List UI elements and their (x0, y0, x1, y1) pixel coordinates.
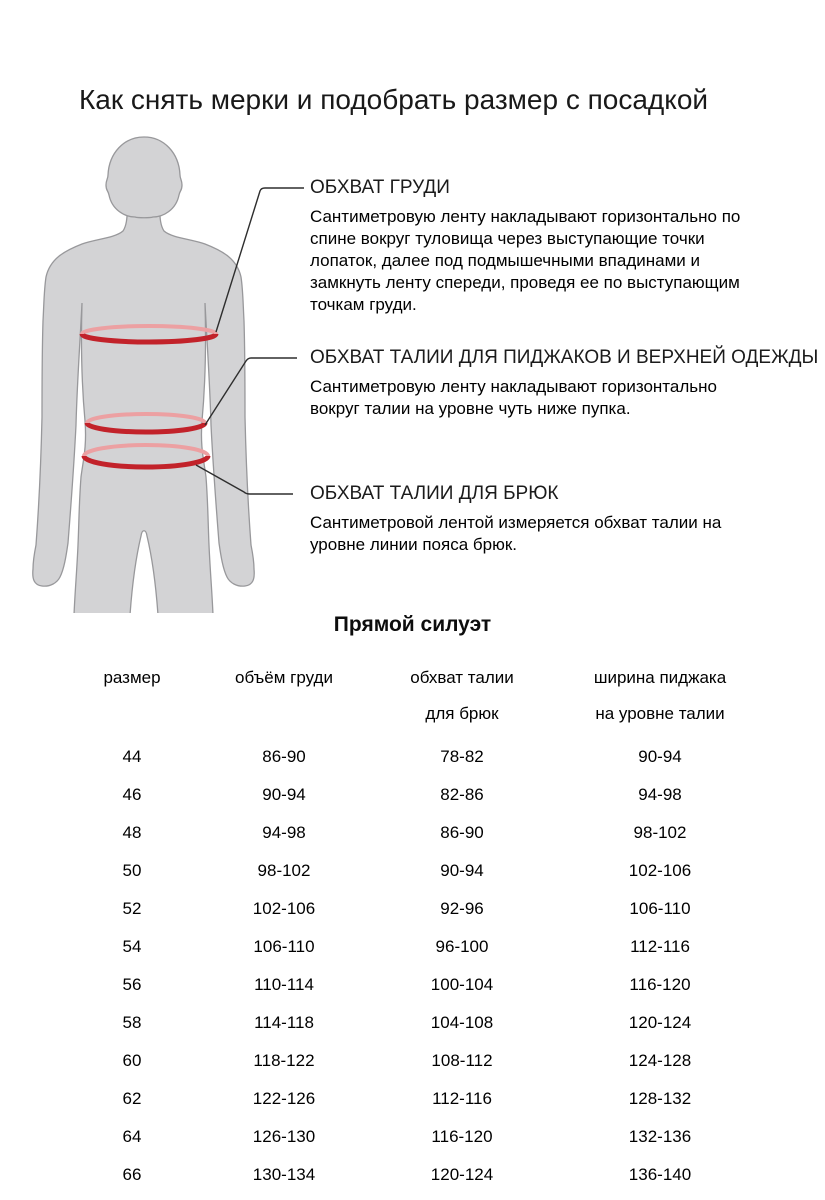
table-cell: 92-96 (440, 899, 484, 918)
table-cell: 86-90 (440, 823, 484, 842)
size-table-header-line1 (70, 660, 770, 696)
table-row (70, 1042, 770, 1080)
table-cell: 64 (122, 1127, 142, 1146)
callout-chest (310, 177, 762, 316)
size-table-title: Прямой силуэт (333, 613, 492, 636)
table-row (70, 852, 770, 890)
callout-label-chest: ОБХВАТ ГРУДИ (310, 177, 450, 198)
column-header: размер (103, 668, 161, 687)
table-cell: 96-100 (435, 937, 489, 956)
table-row (70, 890, 770, 928)
callout-waist-jacket (310, 347, 819, 420)
column-header (194, 696, 374, 732)
table-cell: 56 (122, 975, 142, 994)
table-cell: 136-140 (628, 1165, 692, 1184)
table-cell: 90-94 (638, 747, 682, 766)
head-silhouette (106, 137, 182, 218)
table-row (70, 776, 770, 814)
table-cell: 130-134 (252, 1165, 316, 1184)
table-cell: 44 (122, 747, 142, 766)
table-cell: 122-126 (252, 1089, 316, 1108)
table-cell: 106-110 (629, 899, 691, 918)
table-cell: 108-112 (431, 1051, 493, 1070)
table-cell: 98-102 (633, 823, 687, 842)
table-cell: 86-90 (262, 747, 306, 766)
table-cell: 82-86 (440, 785, 484, 804)
callout-waist-trousers (310, 483, 778, 556)
table-cell: 90-94 (440, 861, 484, 880)
table-cell: 98-102 (257, 861, 311, 880)
page-title: Как снять мерки и подобрать размер с посадкой (79, 84, 709, 115)
size-table-header-line2 (70, 696, 770, 732)
column-header: объём груди (235, 668, 333, 687)
table-cell: 46 (122, 785, 142, 804)
table-cell: 110-114 (254, 975, 314, 994)
table-cell: 54 (122, 937, 142, 956)
table-cell: 106-110 (253, 937, 315, 956)
body-silhouette (33, 201, 254, 613)
callout-label-waist-trousers: ОБХВАТ ТАЛИИ ДЛЯ БРЮК (310, 483, 559, 504)
table-row (70, 1156, 770, 1194)
table-row (70, 1118, 770, 1156)
table-cell: 120-124 (628, 1013, 692, 1032)
callout-description-waist-jacket: Сантиметровую ленту накладывают горизонтально вокруг талии на уровне чуть ниже пупка. (310, 377, 717, 418)
table-cell: 100-104 (430, 975, 494, 994)
table-cell: 104-108 (430, 1013, 494, 1032)
table-row (70, 1004, 770, 1042)
table-cell: 48 (122, 823, 142, 842)
column-header: обхват талии (410, 668, 514, 687)
table-cell: 132-136 (628, 1127, 692, 1146)
table-cell: 58 (122, 1013, 142, 1032)
table-cell: 90-94 (262, 785, 306, 804)
table-cell: 62 (122, 1089, 142, 1108)
table-cell: 116-120 (431, 1127, 493, 1146)
column-header: на уровне талии (595, 704, 725, 723)
table-cell: 66 (122, 1165, 142, 1184)
table-row (70, 966, 770, 1004)
table-row (70, 1080, 770, 1118)
table-cell: 102-106 (252, 899, 316, 918)
table-cell: 94-98 (262, 823, 306, 842)
table-cell: 52 (122, 899, 142, 918)
table-cell: 50 (122, 861, 142, 880)
size-table (70, 660, 770, 1194)
table-row (70, 738, 770, 776)
table-row (70, 814, 770, 852)
column-header: для брюк (425, 704, 499, 723)
measurement-figure (20, 125, 320, 613)
callout-label-waist-jacket: ОБХВАТ ТАЛИИ ДЛЯ ПИДЖАКОВ И ВЕРХНЕЙ ОДЕЖДЫ (310, 347, 819, 368)
column-header (70, 696, 194, 732)
table-cell: 126-130 (252, 1127, 316, 1146)
table-cell: 116-120 (629, 975, 691, 994)
table-cell: 94-98 (638, 785, 682, 804)
table-cell: 124-128 (628, 1051, 692, 1070)
table-cell: 114-118 (254, 1013, 314, 1032)
size-table-body (70, 738, 770, 1194)
table-cell: 78-82 (440, 747, 484, 766)
callout-description-waist-trousers: Сантиметровой лентой измеряется обхват талии на уровне линии пояса брюк. (310, 513, 722, 554)
table-cell: 112-116 (432, 1089, 492, 1108)
column-header: ширина пиджака (593, 668, 727, 687)
table-cell: 118-122 (253, 1051, 315, 1070)
table-cell: 60 (122, 1051, 142, 1070)
table-cell: 102-106 (628, 861, 692, 880)
table-cell: 128-132 (628, 1089, 692, 1108)
table-cell: 120-124 (430, 1165, 494, 1184)
table-cell: 112-116 (630, 937, 690, 956)
table-row (70, 928, 770, 966)
callout-description-chest: Сантиметровую ленту накладывают горизонтально по спине вокруг туловища через выступающие точки лопаток, далее под подмышечными впадинами и замкнуть ленту спереди, проведя ее по выступающим точкам груди. (310, 207, 741, 314)
